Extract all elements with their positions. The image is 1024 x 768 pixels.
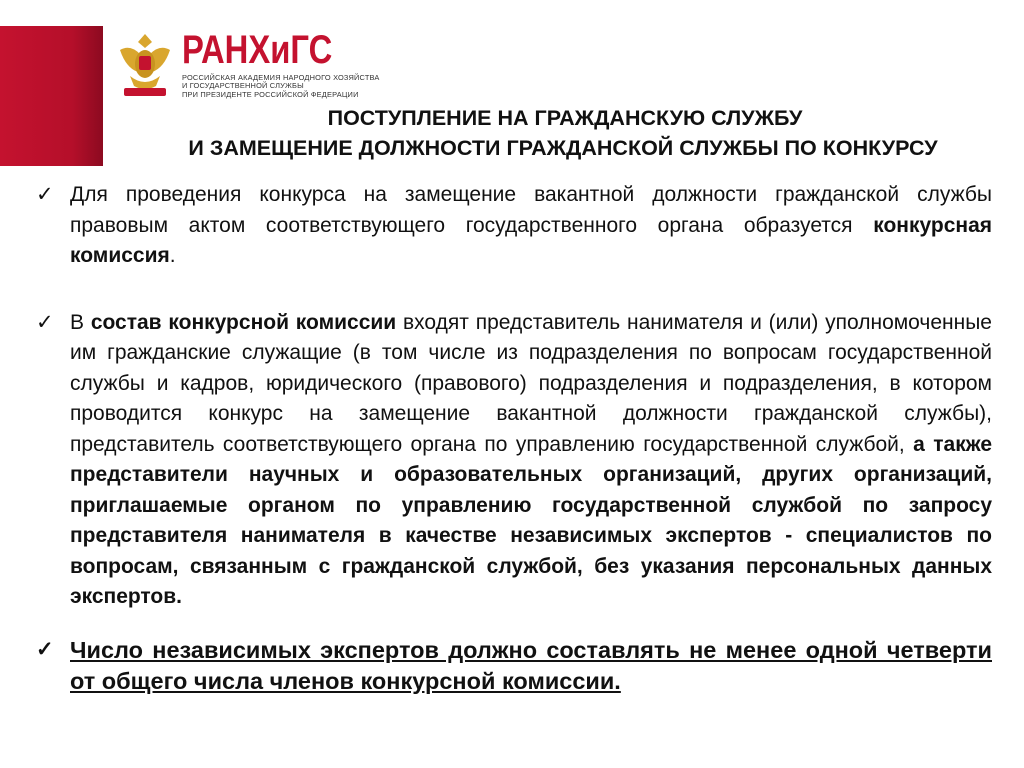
logo-subtitle-line-1: РОССИЙСКАЯ АКАДЕМИЯ НАРОДНОГО ХОЗЯЙСТВА: [182, 73, 380, 82]
bullet-list: [36, 180, 992, 697]
bullet-text-middle: входят представитель нанимателя и (или) уполномоченные им гражданские служащие (в том числе из подразделения по вопросам государственной службы и кадров, юридического (правового) подразделения и подразделения, в котором проводится конкурс на замещение вакантной должности гражданской службы), представитель соответствующего органа по управлению государственной службой,: [70, 310, 992, 456]
checkmark-icon: ✓: [36, 310, 54, 334]
checkmark-icon: ✓: [36, 183, 54, 206]
logo: [182, 30, 380, 99]
red-accent-block: [0, 26, 103, 166]
bullet-text: В: [70, 310, 91, 334]
logo-title: РАНХиГС: [182, 28, 333, 72]
logo-subtitle-line-2: И ГОСУДАРСТВЕННОЙ СЛУЖБЫ: [182, 81, 304, 91]
bullet-text: Для проведения конкурса на замещение вакантной должности гражданской службы правовым актом соответствующего государственного органа образуется: [70, 183, 992, 237]
slide-title-line-1: ПОСТУПЛЕНИЕ НА ГРАЖДАНСКУЮ СЛУЖБУ: [327, 106, 803, 130]
slide-title: [110, 103, 1020, 163]
eagle-emblem-icon: [116, 28, 174, 100]
bullet-bold-text: конкурсная комиссия: [70, 213, 992, 267]
checkmark-icon: ✓: [36, 637, 54, 661]
bullet-text-end: .: [169, 244, 176, 267]
bullet-item-composition: [36, 308, 992, 613]
bullet-bold-text: состав конкурсной комиссии: [90, 310, 397, 334]
bullet-underlined-text: Число независимых экспертов должно составлять не менее одной четверти от общего числа членов конкурсной комиссии.: [70, 636, 992, 694]
bullet-item-commission: [36, 180, 992, 272]
slide-title-line-2: И ЗАМЕЩЕНИЕ ДОЛЖНОСТИ ГРАЖДАНСКОЙ СЛУЖБЫ ПО КОНКУРСУ: [188, 136, 938, 160]
bullet-item-experts-quota: [36, 635, 992, 697]
logo-subtitle-line-3: ПРИ ПРЕЗИДЕНТЕ РОССИЙСКОЙ ФЕДЕРАЦИИ: [182, 89, 359, 99]
bullet-bold-text-experts: а также представители научных и образовательных организаций, других организаций, приглашаемые органом по управлению государственной службой по запросу представителя нанимателя в качестве независимых экспертов - специалистов по вопросам, связанным с гражданской службой, без указания персональных данных экспертов.: [70, 432, 992, 608]
